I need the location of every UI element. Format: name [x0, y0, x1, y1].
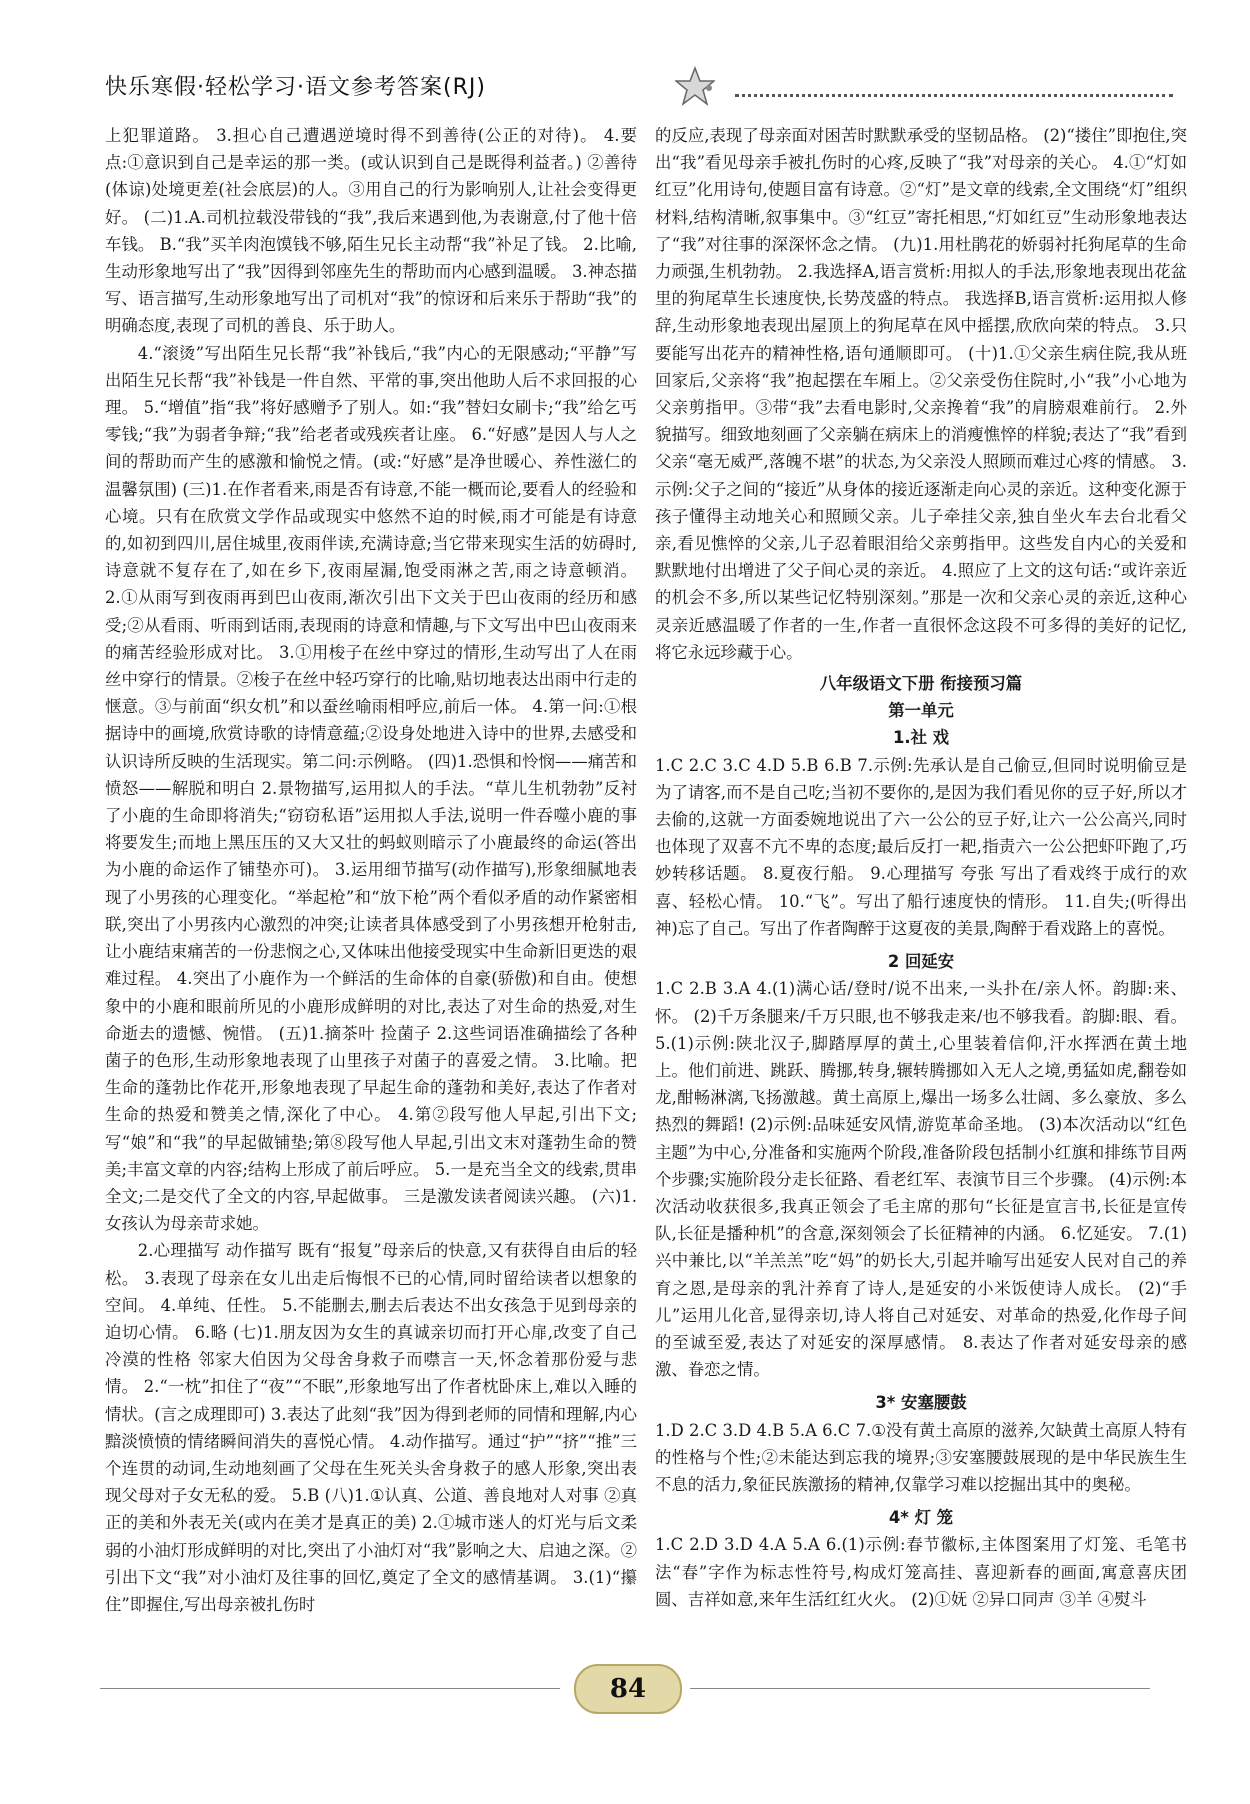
- answer-paragraph: 上犯罪道路。 3.担心自己遭遇逆境时得不到善待(公正的对待)。 4.要点:①意识到自己是幸运的那一类。(或认识到自己是既得利益者。) ②善待(体谅)处境更差(社会底层)的人。③用自己的行为影响别人,让社会变得更好。 (二)1.A.司机拉载没带钱的“我”,我后来遇到他,为表谢意,付了他十倍车钱。 B.“我”买羊肉泡馍钱不够,陌生兄长主动帮“我”补足了钱。 2.比喻,生动形象地写出了“我”因得到邻座先生的帮助而内心感到温暖。 3.神态描写、语言描写,生动形象地写出了司机对“我”的惊讶和后来乐于帮助“我”的明确态度,表现了司机的善良、乐于助人。: [105, 126, 637, 336]
- left-column: [105, 122, 637, 1618]
- lesson-answers: 1.C 2.D 3.D 4.A 5.A 6.(1)示例:春节徽标,主体图案用了灯笼、毛笔书法“春”字作为标志性符号,构成灯笼高挂、喜迎新春的画面,寓意喜庆团圆、吉祥如意,来年生活红红火火。 (2)①妩 ②异口同声 ③羊 ④熨斗: [655, 1535, 1187, 1609]
- page-number: 84: [574, 1664, 682, 1714]
- header-title: 快乐寒假·轻松学习·语文参考答案(RJ): [105, 75, 486, 100]
- lesson-answers: 1.D 2.C 3.D 4.B 5.A 6.C 7.①没有黄土高原的滋养,欠缺黄土高原人特有的性格与个性;②未能达到忘我的境界;③安塞腰鼓展现的是中华民族生生不息的活力,象征民族激扬的精神,仅靠学习难以挖掘出其中的奥秘。: [655, 1420, 1187, 1494]
- section-title: 八年级语文下册 衔接预习篇: [819, 674, 1023, 694]
- lesson-title: 4* 灯 笼: [888, 1508, 954, 1528]
- right-column: [655, 122, 1187, 1613]
- lesson-title: 3* 安塞腰鼓: [875, 1393, 967, 1413]
- lesson-title: 2 回延安: [887, 952, 955, 972]
- footer-rule-left: [100, 1688, 560, 1689]
- answer-paragraph: 4.“滚烫”写出陌生兄长帮“我”补钱后,“我”内心的无限感动;“平静”写出陌生兄长帮“我”补钱是一件自然、平常的事,突出他助人后不求回报的心理。 5.“增值”指“我”将好感赠予了别人。如:“我”替妇女刷卡;“我”给乞丐零钱;“我”为弱者争辩;“我”给老者或残疾者让座。 6.“好感”是因人与人之间的帮助而产生的感激和愉悦之情。(或:“好感”是净世暖心、养性滋仁的温馨氛围) (三)1.在作者看来,雨是否有诗意,不能一概而论,要看人的经验和心境。只有在欣赏文学作品或现实中悠然不迫的时候,雨才可能是有诗意的,如初到四川,居住城里,夜雨伴读,充满诗意;当它带来现实生活的妨碍时,诗意就不复存在了,如在乡下,夜雨屋漏,饱受雨淋之苦,雨之诗意顿消。 2.①从雨写到夜雨再到巴山夜雨,渐次引出下文关于巴山夜雨的经历和感受;②从看雨、听雨到话雨,表现雨的诗意和情趣,与下文写出中巴山夜雨来的痛苦经验形成对比。 3.①用梭子在丝中穿过的情形,生动写出了人在雨丝中穿行的情景。②梭子在丝中轻巧穿行的比喻,贴切地表达出雨中行走的惬意。③与前面“织女机”和以蚕丝喻雨相呼应,前后一体。 4.第一问:①根据诗中的画境,欣赏诗歌的诗情意蕴;②设身处地进入诗中的世界,去感受和认识诗所反映的生活现实。第二问:示例略。 (四)1.恐惧和怜悯——痛苦和愤怒——解脱和明白 2.景物描写,运用拟人的手法。“草儿生机勃勃”反衬了小鹿的生命即将消失;“窃窃私语”运用拟人手法,说明一件吞噬小鹿的事将要发生;而地上黑压压的又大又壮的蚂蚁则暗示了小鹿最终的命运(答出为小鹿的命运作了铺垫亦可)。 3.运用细节描写(动作描写),形象细腻地表现了小男孩的心理变化。“举起枪”和“放下枪”两个看似矛盾的动作紧密相联,突出了小男孩内心激烈的冲突;让读者具体感受到了小男孩想开枪射击,让小鹿结束痛苦的一份悲悯之心,又体味出他接受现实中生命新旧更迭的艰难过程。 4.突出了小鹿作为一个鲜活的生命体的自豪(骄傲)和自由。使想象中的小鹿和眼前所见的小鹿形成鲜明的对比,表达了对生命的热爱,对生命逝去的遗憾、惋惜。 (五)1.摘茶叶 捡菌子 2.这些词语准确描绘了各种菌子的色形,生动形象地表现了山里孩子对菌子的喜爱之情。 3.比喻。把生命的蓬勃比作花开,形象地表现了早起生命的蓬勃和美好,表达了作者对生命的热爱和赞美之情,深化了中心。 4.第②段写他人早起,引出下文;写“娘”和“我”的早起做铺垫;第⑧段写他人早起,引出文末对蓬勃生命的赞美;丰富文章的内容;结构上形成了前后呼应。 5.一是充当全文的线索,贯串全文;二是交代了全文的内容,早起做事。 三是激发读者阅读兴趣。 (六)1.女孩认为母亲苛求她。: [105, 343, 637, 1234]
- lesson-answers: 1.C 2.B 3.A 4.(1)满心话/登时/说不出来,一头扑在/亲人怀。韵脚:来、怀。 (2)千万条腿来/千万只眼,也不够我走来/也不够我看。韵脚:眼、看。 5.(1)示例:陕北汉子,脚踏厚厚的黄土,心里装着信仰,汗水挥洒在黄土地上。他们前进、跳跃、腾挪,转身,辗转腾挪如入无人之境,勇猛如虎,翻卷如龙,酣畅淋漓,飞扬激越。黄土高原上,爆出一场多么壮阔、多么豪放、多么热烈的舞蹈! (2)示例:品味延安风情,游览革命圣地。 (3)本次活动以“红色主题”为中心,分准备和实施两个阶段,准备阶段包括制小红旗和排练节目两个步骤;实施阶段分走长征路、看老红军、表演节目三个步骤。 (4)示例:本次活动收获很多,我真正领会了毛主席的那句“长征是宣言书,长征是宣传队,长征是播种机”的含意,深刻领会了长征精神的内涵。 6.忆延安。 7.(1)兴中兼比,以“羊羔羔”吃“妈”的奶长大,引起并喻写出延安人民对自己的养育之恩,是母亲的乳汁养育了诗人,是延安的小米饭使诗人成长。 (2)“手儿”运用儿化音,显得亲切,诗人将自己对延安、对革命的热爱,化作母子间的至诚至爱,表达了对延安的深厚感情。 8.表达了作者对延安母亲的感激、眷恋之情。: [655, 979, 1187, 1380]
- answer-paragraph: 2.心理描写 动作描写 既有“报复”母亲后的快意,又有获得自由后的轻松。 3.表现了母亲在女儿出走后悔恨不已的心情,同时留给读者以想象的空间。 4.单纯、任性。 5.不能删去,删去后表达不出女孩急于见到母亲的迫切心情。 6.略 (七)1.朋友因为女生的真诚亲切而打开心扉,改变了自己冷漠的性格 邻家大伯因为父母舍身救子而噤言一天,怀念着那份爱与悲情。 2.“一枕”扣住了“夜”“不眠”,形象地写出了作者枕卧床上,难以入睡的情状。(言之成理即可) 3.表达了此刻“我”因为得到老师的同情和理解,内心黯淡愤愤的情绪瞬间消失的喜悦心情。 4.动作描写。通过“护”“挤”“推”三个连贯的动词,生动地刻画了父母在生死关头舍身救子的感人形象,突出表现父母对子女无私的爱。 5.B (八)1.①认真、公道、善良地对人对事 ②真正的美和外表无关(或内在美才是真正的美) 2.①城市迷人的灯光与后文柔弱的小油灯形成鲜明的对比,突出了小油灯对“我”影响之大、启迪之深。②引出下文“我”对小油灯及往事的回忆,奠定了全文的感情基调。 3.(1)“攥住”即握住,写出母亲被扎伤时: [105, 1241, 637, 1614]
- lesson-answers: 1.C 2.C 3.C 4.D 5.B 6.B 7.示例:先承认是自己偷豆,但同时说明偷豆是为了请客,而不是自己吃;当初不要你的,是因为我们看见你的豆子好,所以才去偷的,这就一方面委婉地说出了六一公公的豆子好,让六一公公高兴,同时也体现了双喜不亢不卑的态度;最后反打一耙,指责六一公公把虾吓跑了,巧妙转移话题。 8.夏夜行船。 9.心理描写 夸张 写出了看戏终于成行的欢喜、轻松心情。 10.“飞”。写出了船行速度快的情形。 11.自失;(听得出神)忘了自己。写出了作者陶醉于这夏夜的美景,陶醉于看戏路上的喜悦。: [655, 755, 1187, 938]
- lesson-title: 1.社 戏: [892, 728, 950, 748]
- page-header: [95, 62, 1175, 112]
- star-icon: [675, 66, 715, 106]
- answer-paragraph: 的反应,表现了母亲面对困苦时默默承受的坚韧品格。 (2)“搂住”即抱住,突出“我”看见母亲手被扎伤时的心疼,反映了“我”对母亲的关心。 4.①“灯如红豆”化用诗句,使题目富有诗意。②“灯”是文章的线索,全文围绕“灯”组织材料,结构清晰,叙事集中。③“红豆”寄托相思,“灯如红豆”生动形象地表达了“我”对往事的深深怀念之情。 (九)1.用杜鹃花的娇弱衬托狗尾草的生命力顽强,生机勃勃。 2.我选择A,语言赏析:用拟人的手法,形象地表现出花盆里的狗尾草生长速度快,长势茂盛的特点。 我选择B,语言赏析:运用拟人修辞,生动形象地表现出屋顶上的狗尾草在风中摇摆,欣欣向荣的特点。 3.只要能写出花卉的精神性格,语句通顺即可。 (十)1.①父亲生病住院,我从班回家后,父亲将“我”抱起摆在车厢上。②父亲受伤住院时,小“我”小心地为父亲剪指甲。③带“我”去看电影时,父亲搀着“我”的肩膀艰难前行。 2.外貌描写。细致地刻画了父亲躺在病床上的消瘦憔悴的样貌;表达了“我”看到父亲“毫无威严,落魄不堪”的状态,为父亲没人照顾而难过心疼的情感。 3.示例:父子之间的“接近”从身体的接近逐渐走向心灵的亲近。这种变化源于孩子懂得主动地关心和照顾父亲。儿子牵挂父亲,独自坐火车去台北看父亲,看见憔悴的父亲,儿子忍着眼泪给父亲剪指甲。这些发自内心的关爱和默默地付出增进了父子间心灵的亲近。 4.照应了上文的这句话:“或许亲近的机会不多,所以某些记忆特别深刻。”那是一次和父亲心灵的亲近,这种心灵亲近感温暖了作者的一生,作者一直很怀念这段不可多得的美好的记忆,将它永远珍藏于心。: [655, 126, 1187, 662]
- footer-rule-right: [690, 1688, 1150, 1689]
- header-dotted-rule: [735, 68, 1173, 97]
- unit-title: 第一单元: [888, 701, 954, 721]
